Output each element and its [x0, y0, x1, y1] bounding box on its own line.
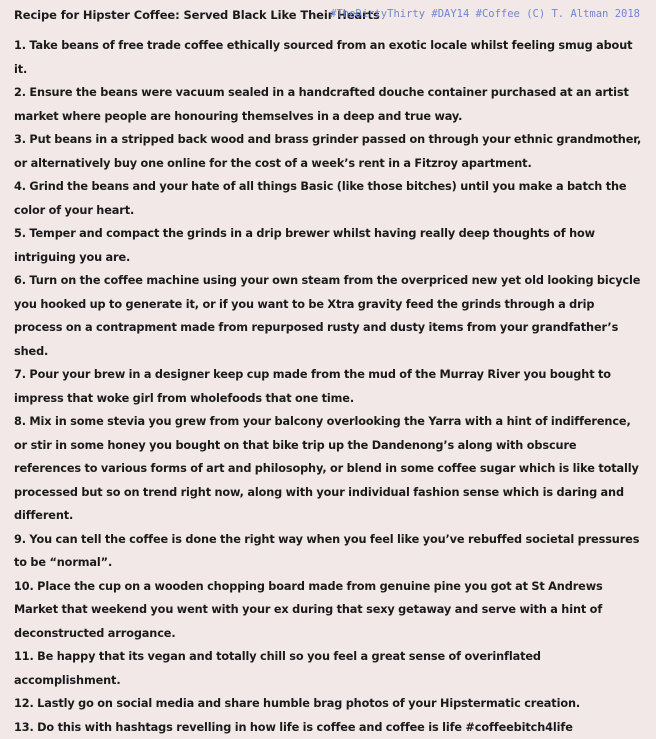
- recipe-step-5: 5. Temper and compact the grinds in a drip brewer whilst having really deep thoughts of how intriguing you are.: [14, 222, 646, 269]
- recipe-step-2: 2. Ensure the beans were vacuum sealed in a handcrafted douche container purchased at an artist market where people are honouring themselves in a deep and true way.: [14, 81, 646, 128]
- recipe-step-3: 3. Put beans in a stripped back wood and brass grinder passed on through your ethnic grandmother, or alternatively buy one online for the cost of a week’s rent in a Fitzroy apartment.: [14, 128, 646, 175]
- recipe-step-13: 13. Do this with hashtags revelling in how life is coffee and coffee is life #coffeebitch4life: [14, 716, 646, 739]
- recipe-step-12: 12. Lastly go on social media and share humble brag photos of your Hipstermatic creation.: [14, 692, 646, 716]
- recipe-step-10: 10. Place the cup on a wooden chopping board made from genuine pine you got at St Andrews Market that weekend you went with your ex during that sexy getaway and serve with a hint of deconstructed arrogance.: [14, 575, 646, 646]
- recipe-step-7: 7. Pour your brew in a designer keep cup made from the mud of the Murray River you bought to impress that woke girl from wholefoods that one time.: [14, 363, 646, 410]
- recipe-steps: [14, 34, 646, 739]
- header: [14, 6, 646, 28]
- hashtag-credit: #TheDirtyThirty #DAY14 #Coffee (C) T. Altman 2018: [330, 8, 640, 20]
- page-title: Recipe for Hipster Coffee: Served Black Like Their Hearts: [14, 8, 380, 22]
- recipe-step-1: 1. Take beans of free trade coffee ethically sourced from an exotic locale whilst feeling smug about it.: [14, 34, 646, 81]
- recipe-step-9: 9. You can tell the coffee is done the right way when you feel like you’ve rebuffed societal pressures to be “normal”.: [14, 528, 646, 575]
- recipe-step-6: 6. Turn on the coffee machine using your own steam from the overpriced new yet old looking bicycle you hooked up to generate it, or if you want to be Xtra gravity feed the grinds through a drip process on a contrapment made from repurposed rusty and dusty items from your grandfather’s shed.: [14, 269, 646, 363]
- recipe-step-11: 11. Be happy that its vegan and totally chill so you feel a great sense of overinflated accomplishment.: [14, 645, 646, 692]
- recipe-step-8: 8. Mix in some stevia you grew from your balcony overlooking the Yarra with a hint of indifference, or stir in some honey you bought on that bike trip up the Dandenong’s along with obscure references to various forms of art and philosophy, or blend in some coffee sugar which is like totally processed but so on trend right now, along with your individual fashion sense which is daring and different.: [14, 410, 646, 528]
- recipe-step-4: 4. Grind the beans and your hate of all things Basic (like those bitches) until you make a batch the color of your heart.: [14, 175, 646, 222]
